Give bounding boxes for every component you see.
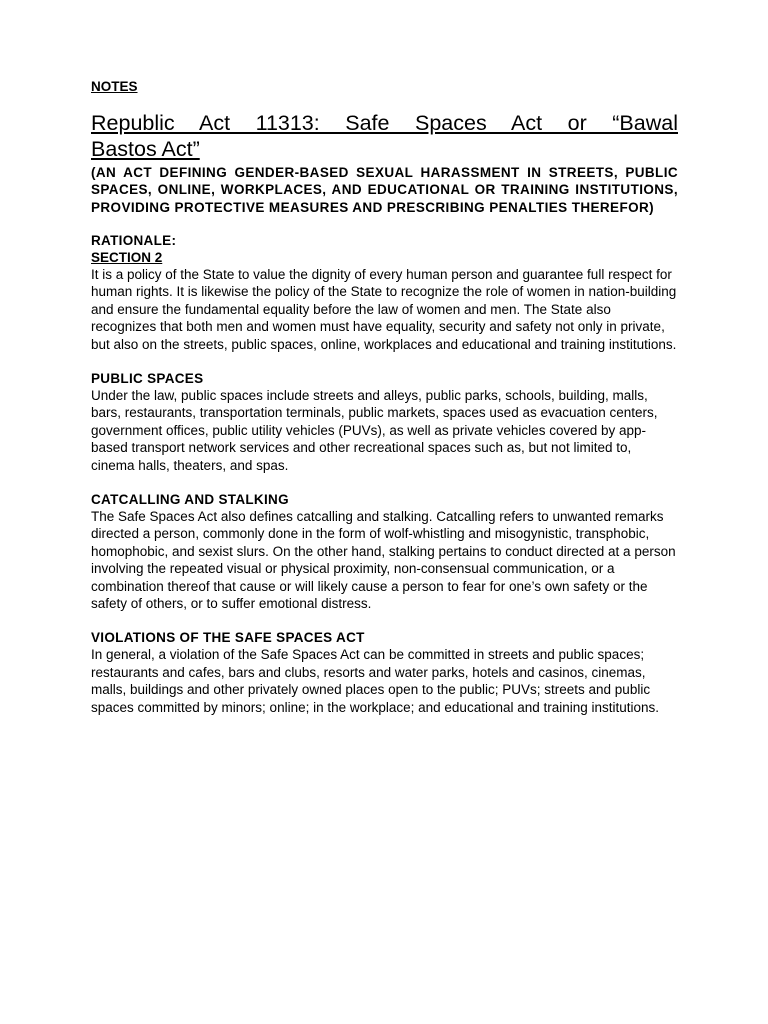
title-line-1: Republic Act 11313: Safe Spaces Act or “Bawal [91, 111, 678, 135]
title-line-2: Bastos Act” [91, 137, 200, 161]
document-title [91, 110, 678, 162]
rationale-body: It is a policy of the State to value the dignity of every human person and guarantee full respect for human rights. It is likewise the policy of the State to recognize the role of women in nation-building and ensure the fundamental equality before the law of women and men. The State also recognizes that both men and women must have equality, security and safety not only in private, but also on the streets, public spaces, online, workplaces and educational and training institutions. [91, 266, 677, 352]
document-subtitle: (AN ACT DEFINING GENDER-BASED SEXUAL HARASSMENT IN STREETS, PUBLIC SPACES, ONLINE, WORKPLACES, AND EDUCATIONAL OR TRAINING INSTITUTIONS, PROVIDING PROTECTIVE MEASURES AND PRESCRIBING PENALTIES THEREFOR) [91, 165, 678, 215]
document-page [91, 78, 678, 716]
section-2-label: SECTION 2 [91, 249, 163, 265]
violations-body: In general, a violation of the Safe Spaces Act can be committed in streets and public spaces; restaurants and cafes, bars and clubs, resorts and water parks, hotels and casinos, cinemas, malls, buildings and other privately owned places open to the public; PUVs; streets and public spaces committed by minors; online; in the workplace; and educational and training institutions. [91, 647, 660, 715]
catcalling-section [91, 491, 678, 612]
rationale-heading: RATIONALE: [91, 232, 177, 248]
public-spaces-section [91, 370, 678, 474]
notes-label: NOTES [91, 79, 138, 94]
violations-heading: VIOLATIONS OF THE SAFE SPACES ACT [91, 630, 365, 646]
violations-section [91, 629, 678, 716]
public-spaces-body: Under the law, public spaces include streets and alleys, public parks, schools, building, malls, bars, restaurants, transportation terminals, public markets, spaces used as evacuation centers, government offices, public utility vehicles (PUVs), as well as private vehicles covered by app-based transport network services and other recreational spaces such as, but not limited to, cinema halls, theaters, and spas. [91, 387, 658, 473]
catcalling-heading: CATCALLING AND STALKING [91, 491, 289, 507]
rationale-section [91, 232, 678, 353]
public-spaces-heading: PUBLIC SPACES [91, 370, 204, 386]
catcalling-body: The Safe Spaces Act also defines catcalling and stalking. Catcalling refers to unwanted remarks directed a person, commonly done in the form of wolf-whistling and misogynistic, transphobic, homophobic, and sexist slurs. On the other hand, stalking pertains to conduct directed at a person involving the repeated visual or physical proximity, non-consensual communication, or a combination thereof that cause or will likely cause a person to fear for one’s own safety or the safety of others, or to suffer emotional distress. [91, 508, 676, 611]
